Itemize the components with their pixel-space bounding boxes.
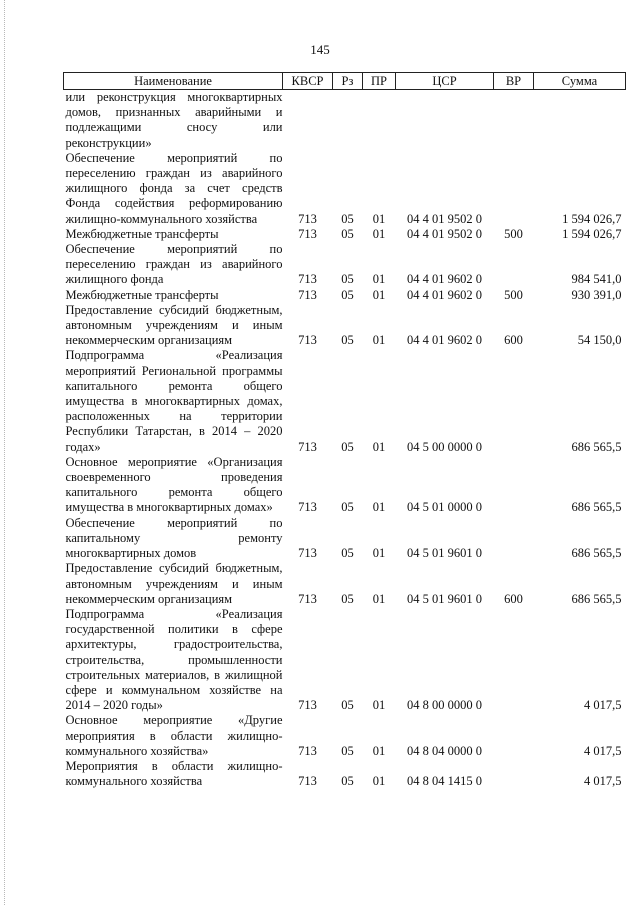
row-sum: 1 594 026,7 — [562, 211, 622, 226]
row-csr: 04 5 00 0000 0 — [407, 439, 482, 454]
row-rz: 05 — [341, 774, 354, 789]
row-kvsr: 713 — [298, 333, 317, 348]
row-pr: 01 — [372, 546, 386, 561]
row-pr: 01 — [372, 226, 386, 241]
row-name: Межбюджетные трансферты — [65, 287, 219, 302]
row-kvsr: 713 — [298, 698, 317, 713]
table-row — [64, 516, 626, 562]
row-sum: 4 017,5 — [584, 743, 622, 758]
header-rz: Рз — [333, 73, 363, 90]
row-name: Подпрограмма «Реализация мероприятий Региональной программы капитального ремонта общего имущества в многоквартирных домах, расположенных на территории Республики Татарстан, в 2014 – 2020 годах» — [65, 348, 283, 454]
row-rz: 05 — [341, 743, 354, 758]
row-kvsr: 713 — [298, 743, 317, 758]
table-row — [64, 242, 626, 288]
row-rz — [333, 90, 363, 151]
row-name: Мероприятия в области жилищно-коммунального хозяйства — [65, 758, 283, 789]
row-pr: 01 — [372, 698, 386, 713]
row-sum: 930 391,0 — [571, 287, 622, 302]
row-pr — [363, 90, 396, 151]
scan-edge — [4, 0, 6, 905]
row-kvsr: 713 — [298, 546, 317, 561]
row-kvsr: 713 — [298, 500, 317, 515]
header-pr: ПР — [363, 73, 396, 90]
row-pr: 01 — [372, 500, 386, 515]
row-vr: 600 — [504, 591, 523, 606]
row-kvsr: 713 — [298, 287, 317, 302]
row-vr — [494, 348, 534, 454]
table-row — [64, 227, 626, 242]
row-csr: 04 8 04 1415 0 — [407, 774, 482, 789]
row-pr: 01 — [372, 287, 386, 302]
table-row — [64, 90, 626, 151]
header-vr: ВР — [494, 73, 534, 90]
table-row — [64, 759, 626, 789]
row-pr: 01 — [372, 774, 386, 789]
row-sum: 4 017,5 — [584, 698, 622, 713]
row-kvsr: 713 — [298, 774, 317, 789]
table-row — [64, 607, 626, 713]
row-kvsr: 713 — [298, 439, 317, 454]
row-csr — [396, 90, 494, 151]
row-rz: 05 — [341, 226, 354, 241]
row-vr — [494, 516, 534, 562]
row-name: Основное мероприятие «Организация своевременного проведения капитального ремонта общего имущества в многоквартирных домах» — [65, 454, 283, 515]
table-row — [64, 303, 626, 349]
row-name: Предоставление субсидий бюджетным, автономным учреждениям и иным некоммерческим организациям — [65, 302, 283, 348]
row-pr: 01 — [372, 211, 386, 226]
row-csr: 04 5 01 0000 0 — [407, 500, 482, 515]
table-row — [64, 455, 626, 516]
row-kvsr — [283, 90, 333, 151]
row-name: или реконструкция многоквартирных домов, признанных аварийными и подлежащими сносу или реконструкции» — [65, 90, 283, 150]
row-name: Межбюджетные трансферты — [65, 226, 219, 241]
row-rz: 05 — [341, 439, 354, 454]
table-row — [64, 288, 626, 303]
row-rz: 05 — [341, 287, 354, 302]
header-row — [64, 73, 626, 90]
row-csr: 04 4 01 9502 0 — [407, 211, 482, 226]
row-rz: 05 — [341, 591, 354, 606]
row-sum — [534, 90, 626, 151]
table-body — [64, 90, 626, 790]
table-row — [64, 561, 626, 607]
row-vr: 600 — [504, 333, 523, 348]
row-vr — [494, 759, 534, 789]
row-csr: 04 8 04 0000 0 — [407, 743, 482, 758]
budget-table — [63, 72, 626, 789]
row-csr: 04 4 01 9502 0 — [407, 226, 482, 241]
row-vr: 500 — [504, 287, 523, 302]
row-rz: 05 — [341, 500, 354, 515]
row-rz: 05 — [341, 546, 354, 561]
row-name: Основное мероприятие «Другие мероприятия в области жилищно-коммунального хозяйства» — [65, 713, 283, 758]
row-pr: 01 — [372, 439, 386, 454]
row-sum: 686 565,5 — [571, 546, 622, 561]
table-row — [64, 713, 626, 759]
row-pr: 01 — [372, 591, 386, 606]
table-row — [64, 348, 626, 454]
row-rz: 05 — [341, 272, 354, 287]
row-sum: 1 594 026,7 — [562, 226, 622, 241]
row-csr: 04 8 00 0000 0 — [407, 698, 482, 713]
header-name: Наименование — [64, 73, 283, 90]
row-vr — [494, 242, 534, 288]
row-csr: 04 5 01 9601 0 — [407, 591, 482, 606]
row-pr: 01 — [372, 743, 386, 758]
row-vr: 500 — [504, 226, 523, 241]
row-sum: 4 017,5 — [584, 774, 622, 789]
row-csr: 04 4 01 9602 0 — [407, 287, 482, 302]
header-sum: Сумма — [534, 73, 626, 90]
row-vr — [494, 151, 534, 227]
row-csr: 04 5 01 9601 0 — [407, 546, 482, 561]
row-csr: 04 4 01 9602 0 — [407, 272, 482, 287]
header-csr: ЦСР — [396, 73, 494, 90]
row-rz: 05 — [341, 698, 354, 713]
row-csr: 04 4 01 9602 0 — [407, 333, 482, 348]
row-kvsr: 713 — [298, 272, 317, 287]
row-name: Обеспечение мероприятий по переселению граждан из аварийного жилищного фонда за счет средств Фонда содействия реформированию жилищно-коммунального хозяйства — [65, 150, 283, 226]
row-pr: 01 — [372, 333, 386, 348]
row-sum: 54 150,0 — [577, 333, 622, 348]
row-vr — [494, 90, 534, 151]
header-kvsr: КВСР — [283, 73, 333, 90]
row-rz: 05 — [341, 333, 354, 348]
row-kvsr: 713 — [298, 591, 317, 606]
row-name: Подпрограмма «Реализация государственной политики в сфере архитектуры, градостроительства, строительства, промышленности строительных материалов, в жилищной сфере и коммунальном хозяйстве на 2014 – 2020 годы» — [65, 606, 283, 713]
row-vr — [494, 607, 534, 713]
row-rz: 05 — [341, 211, 354, 226]
row-pr: 01 — [372, 272, 386, 287]
row-sum: 686 565,5 — [571, 591, 622, 606]
page-number: 145 — [310, 42, 330, 57]
row-vr — [494, 713, 534, 759]
row-name: Предоставление субсидий бюджетным, автономным учреждениям и иным некоммерческим организациям — [65, 561, 283, 606]
row-kvsr: 713 — [298, 226, 317, 241]
row-vr — [494, 455, 534, 516]
row-sum: 984 541,0 — [571, 272, 622, 287]
row-sum: 686 565,5 — [571, 500, 622, 515]
table-header — [64, 73, 626, 90]
row-kvsr: 713 — [298, 211, 317, 226]
row-name: Обеспечение мероприятий по переселению граждан из аварийного жилищного фонда — [65, 242, 283, 287]
table-row — [64, 151, 626, 227]
row-sum: 686 565,5 — [571, 439, 622, 454]
row-name: Обеспечение мероприятий по капитальному ремонту многоквартирных домов — [65, 515, 283, 561]
